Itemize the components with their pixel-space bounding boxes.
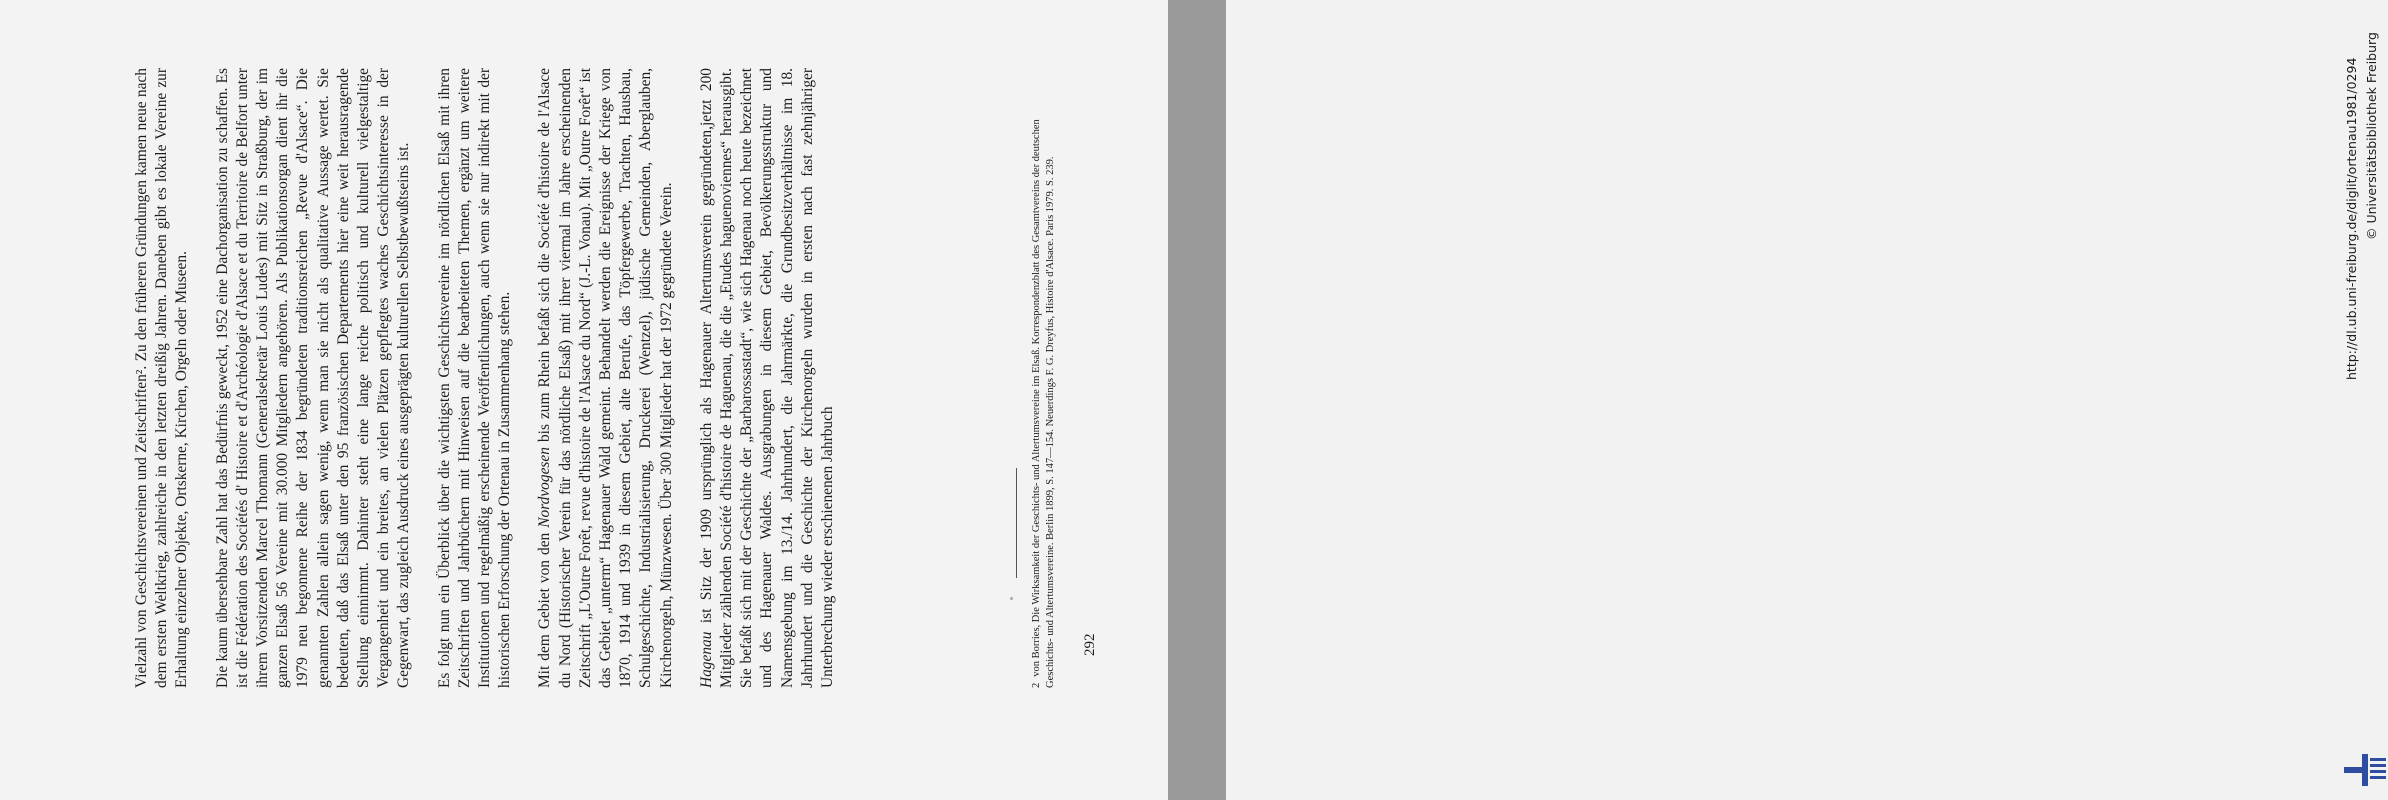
copyright-text: © Universitätsbibliothek Freiburg [2364,32,2379,240]
library-sidebar [1168,0,2379,800]
paragraph-2 [213,68,415,688]
paragraph-2-text: Die kaum übersehbare Zahl hat das Bedürfnis geweckt, 1952 eine Dachorganisation zu schaffen. Es ist die Fédération des Sociétés d' Histoire et d'Archéologie d'Alsace et du Territoire de Belfort unter ihrem Vorsitzenden Marcel Thomann (Generalsekretär Louis Ludes) mit Sitz in Straßburg, der im ganzen Elsaß 56 Vereine mit 30.000 Mitgliedern angehören. Als Publikationsorgan dient ihr die 1979 neu begonnene Reihe der 1834 begründeten traditionsreichen „Revue d'Alsace“. Die genannten Zahlen allein sagen wenig, wenn man sie nicht als qualitative Aussage wertet. Sie bedeuten, daß das Elsaß unter den 95 französischen Departements hier eine weit herausragende Stellung einnimmt. Dahinter steht eine lange reiche politisch und kulturell vielgestaltige Vergangenheit und ein breites, an vielen Plätzen gepflegtes waches Geschichtsinteresse in der Gegenwart, das zugleich Ausdruck eines ausgeprägten kulturellen Selbstbewußtseins ist. [213,68,413,688]
paragraph-5-text: ist Sitz der 1909 ursprünglich als Hagenauer Altertumsverein gegründeten,jetzt 200 Mitglieder zählenden Société d'histoire de Haguenau, die die „Etudes haguenoviennes“ herausgibt. Sie befaßt sich mit der Geschichte der „Barbarossastadt“, wie sich Hagenau noch heute bezeichnet und des Hagenauer Waldes. Ausgrabungen in diesem Gebiet, Bevölkerungsstruktur und Namensgebung im 13./14. Jahrhundert, die Jahrmärkte, die Grundbesitzverhältnisse im 18. Jahrhundert und die Geschichte der Kirchenorgeln wurden in ersten nach fast zehnjähriger Unterbrechung wieder erschienenen Jahrbuch [697,68,837,688]
ub-freiburg-logo-icon [2344,752,2388,788]
paragraph-5 [697,68,838,688]
paragraph-5-italic: Hagenau [697,631,715,688]
footnote-rule [1016,468,1017,578]
paragraph-1 [132,68,193,688]
paragraph-3-text: Es folgt nun ein Überblick über die wichtigsten Geschichtsvereine im nördlichen Elsaß mit ihren Zeitschriften und Jahrbüchern mit Hinweisen auf die bearbeiteten Themen, ergänzt um weitere Institutionen und regelmäßig erscheinende Veröffentlichungen, auch wenn sie nur indirekt mit der historischen Erforschung der Ortenau in Zusammenhang stehen. [435,68,514,688]
paragraph-4-text: bis zum Rhein befaßt sich die Société d'histoire de l'Alsace du Nord (Historischer Verein für das nördliche Elsaß) mit ihrer viermal im Jahre erscheinenden Zeitschrift „L'Outre Forêt, revue d'histoire de l'Alsace du Nord“ (J.-L. Vonau). Mit „Outre Forêt“ ist das Gebiet „unterm“ Hagenauer Wald gemeint. Behandelt werden die Ereignisse der Kriege von 1870, 1914 und 1939 in diesem Gebiet, alte Berufe, das Töpfergewerbe, Trachten, Hausbau, Schulgeschichte, Industrialisierung, Druckerei (Wentzel), jüdische Gemeinden, Aberglauben, Kirchenorgeln, Münzwesen. Über 300 Mitglieder hat der 1972 gegründete Verein. [536,68,675,688]
footnote [1030,68,1090,688]
page-number: 292 [1082,633,1098,656]
paragraph-1-text: Vielzahl von Geschichtsvereinen und Zeitschriften². Zu den früheren Gründungen kamen neue nach dem ersten Weltkrieg, zahlreiche in den letzten dreißig Jahren. Daneben gibt es lokale Vereine zur Erhaltung einzelner Objekte, Ortskerne, Kirchen, Orgeln oder Museen. [133,68,191,688]
paragraph-4-lead: Mit dem Gebiet von den [536,527,554,688]
text-column [132,68,1092,688]
paragraph-4 [535,68,676,688]
footnote-number: 2 [1031,682,1042,688]
scan-speck [1010,597,1013,600]
footnote-text: von Borries, Die Wirksamkeit der Geschichts- und Altertumsvereine im Elsaß. Korrespondenzblatt des Gesamtvereins der deutschen Geschichts- und Altertumsvereine. Berlin 1899, S. 147—154. Neuerdings F. G. Dreyfus, Histoire d'Alsace. Paris 1979. S. 239. [1031,119,1056,688]
paragraph-3 [435,68,516,688]
paragraph-4-italic: Nordvogesen [536,447,554,528]
scanned-page [0,0,1168,800]
source-url-link[interactable]: http://dl.ub.uni-freiburg.de/diglit/ortenau1981/0294 [2344,57,2359,380]
